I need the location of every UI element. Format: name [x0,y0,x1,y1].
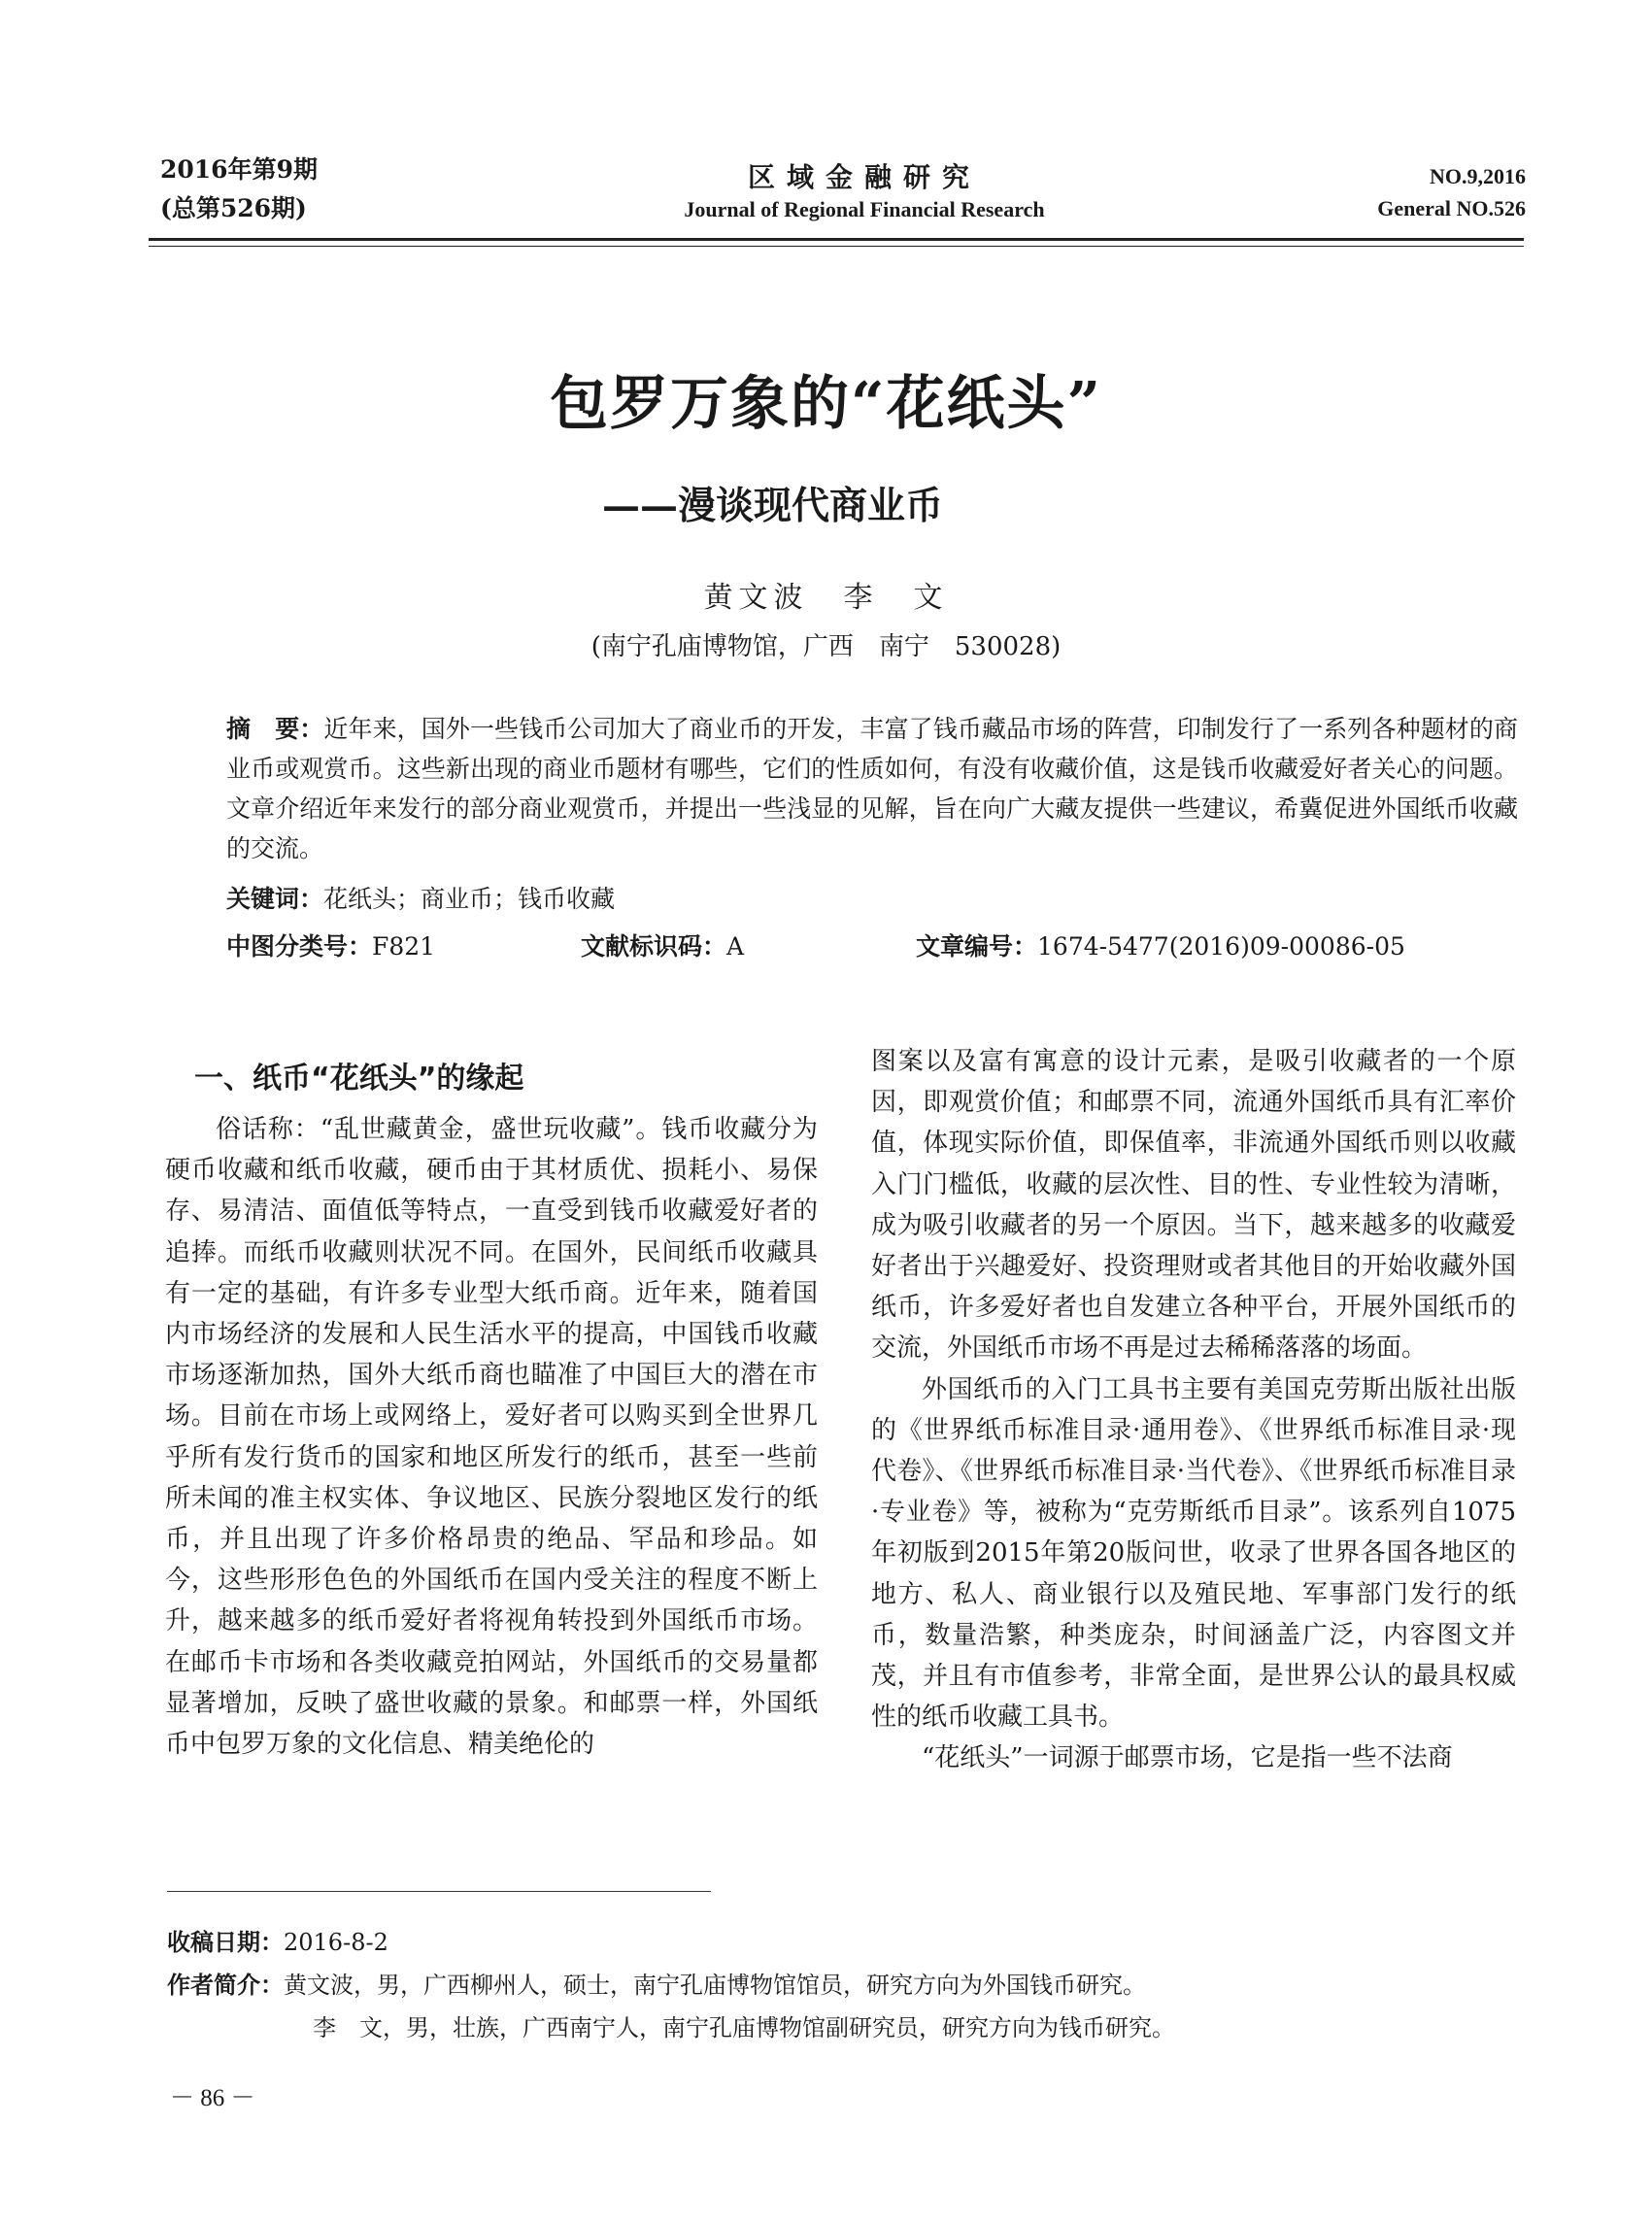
bio-label: 作者简介： [167,1972,284,1999]
keywords-label: 关键词： [226,885,324,913]
authors: 黄文波 李 文 [703,581,949,615]
classification-row [226,928,1518,962]
bio-line-2: 李 文，男，壮族，广西南宁人，南宁孔庙博物馆副研究员，研究方向为钱币研究。 [313,2014,1175,2041]
issue-number-en: NO.9,2016 [1430,164,1526,188]
body-paragraph: 外国纸币的入门工具书主要有美国克劳斯出版社出版的《世界纸币标准目录·通用卷》、《世界纸币标准目录·现代卷》、《世界纸币标准目录·当代卷》、《世界纸币标准目录·专业卷》等，被称为“克劳斯纸币目录”。该系列自1075年初版到2015年第20版问世，收录了世界各国各地区的地方、私人、商业银行以及殖民地、军事部门发行的纸币，数量浩繁，种类庞杂，时间涵盖广泛，内容图文并茂，并且有市值参考，非常全面，是世界公认的最具权威性的纸币收藏工具书。 [871,1374,1516,1733]
received-label: 收稿日期： [167,1929,284,1956]
issue-number-cn: 2016年第9期 [160,155,318,184]
clc-value: F821 [372,932,436,961]
clc-code [226,928,581,962]
body-paragraph: 图案以及富有寓意的设计元素，是吸引收藏者的一个原因，即观赏价值；和邮票不同，流通外国纸币具有汇率价值，体现实际价值，即保值率，非流通外国纸币则以收藏入门门槛低，收藏的层次性、目的性、专业性较为清晰，成为吸引收藏者的另一个原因。当下，越来越多的收藏爱好者出于兴趣爱好、投资理财或者其他目的开始收藏外国纸币，许多爱好者也自发建立各种平台，开展外国纸币的交流，外国纸币市场不再是过去稀稀落落的场面。 [871,1047,1516,1364]
abstract [226,709,1518,868]
article-title: 包罗万象的“花纸头” [549,370,1103,438]
journal-name [544,160,1185,224]
article-number [916,928,1405,962]
issue-info-en [1377,160,1526,224]
article-number-value: 1674-5477(2016)09-00086-05 [1037,932,1405,961]
clc-label: 中图分类号： [226,932,373,961]
author-bio [167,1966,1527,2005]
bio-line-1: 黄文波，男，广西柳州人，硕士，南宁孔庙博物馆馆员，研究方向为外国钱币研究。 [284,1972,1146,1999]
article-subtitle: ——漫谈现代商业币 [602,484,944,528]
received-date [167,1923,1527,1962]
total-issue-cn: (总第526期) [160,194,307,222]
document-code [581,928,916,962]
received-value: 2016-8-2 [284,1929,388,1956]
keywords-text: 花纸头；商业币；钱币收藏 [323,885,616,913]
header-rule-thin [149,246,1524,247]
page-number: － 86 － [170,2085,255,2111]
journal-name-en: Journal of Regional Financial Research [684,197,1045,221]
body-paragraph: 俗话称：“乱世藏黄金，盛世玩收藏”。钱币收藏分为硬币收藏和纸币收藏，硬币由于其材质优、损耗小、易保存、易清洁、面值低等特点，一直受到钱币收藏爱好者的追捧。而纸币收藏则状况不同。在国外，民间纸币收藏具有一定的基础，有许多专业型大纸币商。近年来，随着国内市场经济的发展和人民生活水平的提高，中国钱币收藏市场逐渐加热，国外大纸币商也瞄准了中国巨大的潜在市场。目前在市场上或网络上，爱好者可以购买到全世界几乎所有发行货币的国家和地区所发行的纸币，甚至一些前所未闻的准主权实体、争议地区、民族分裂地区发行的纸币，并且出现了许多价格昂贵的绝品、罕品和珍品。如今，这些形形色色的外国纸币在国内受关注的程度不断上升，越来越多的纸币爱好者将视角转投到外国纸币市场。在邮币卡市场和各类收藏竞拍网站，外国纸币的交易量都显著增加，反映了盛世收藏的景象。和邮票一样，外国纸币中包罗万象的文化信息、精美绝伦的 [165,1115,818,1760]
article-number-label: 文章编号： [916,932,1038,961]
total-issue-en: General NO.526 [1377,196,1526,220]
keywords [226,880,615,915]
abstract-label: 摘 要： [226,715,324,743]
issue-info-cn [160,151,318,228]
document-code-value: A [726,932,745,961]
right-column [871,1041,1516,1779]
abstract-text: 近年来，国外一些钱币公司加大了商业币的开发，丰富了钱币藏品市场的阵营，印制发行了一系列各种题材的商业币或观赏币。这些新出现的商业币题材有哪些，它们的性质如何，有没有收藏价值，这是钱币收藏爱好者关心的问题。文章介绍近年来发行的部分商业观赏币，并提出一些浅显的见解，旨在向广大藏友提供一些建议，希冀促进外国纸币收藏的交流。 [226,715,1518,862]
journal-name-cn: 区域金融研究 [747,161,981,193]
affiliation: (南宁孔庙博物馆，广西 南宁 530028) [590,632,1062,661]
body-paragraph: “花纸头”一词源于邮票市场，它是指一些不法商 [922,1743,1453,1773]
document-code-label: 文献标识码： [581,932,727,961]
left-column [165,1109,818,1765]
section-heading: 一、纸币“花纸头”的缘起 [194,1062,524,1096]
footnote-rule [167,1891,711,1892]
header-rule-thick [149,238,1524,241]
